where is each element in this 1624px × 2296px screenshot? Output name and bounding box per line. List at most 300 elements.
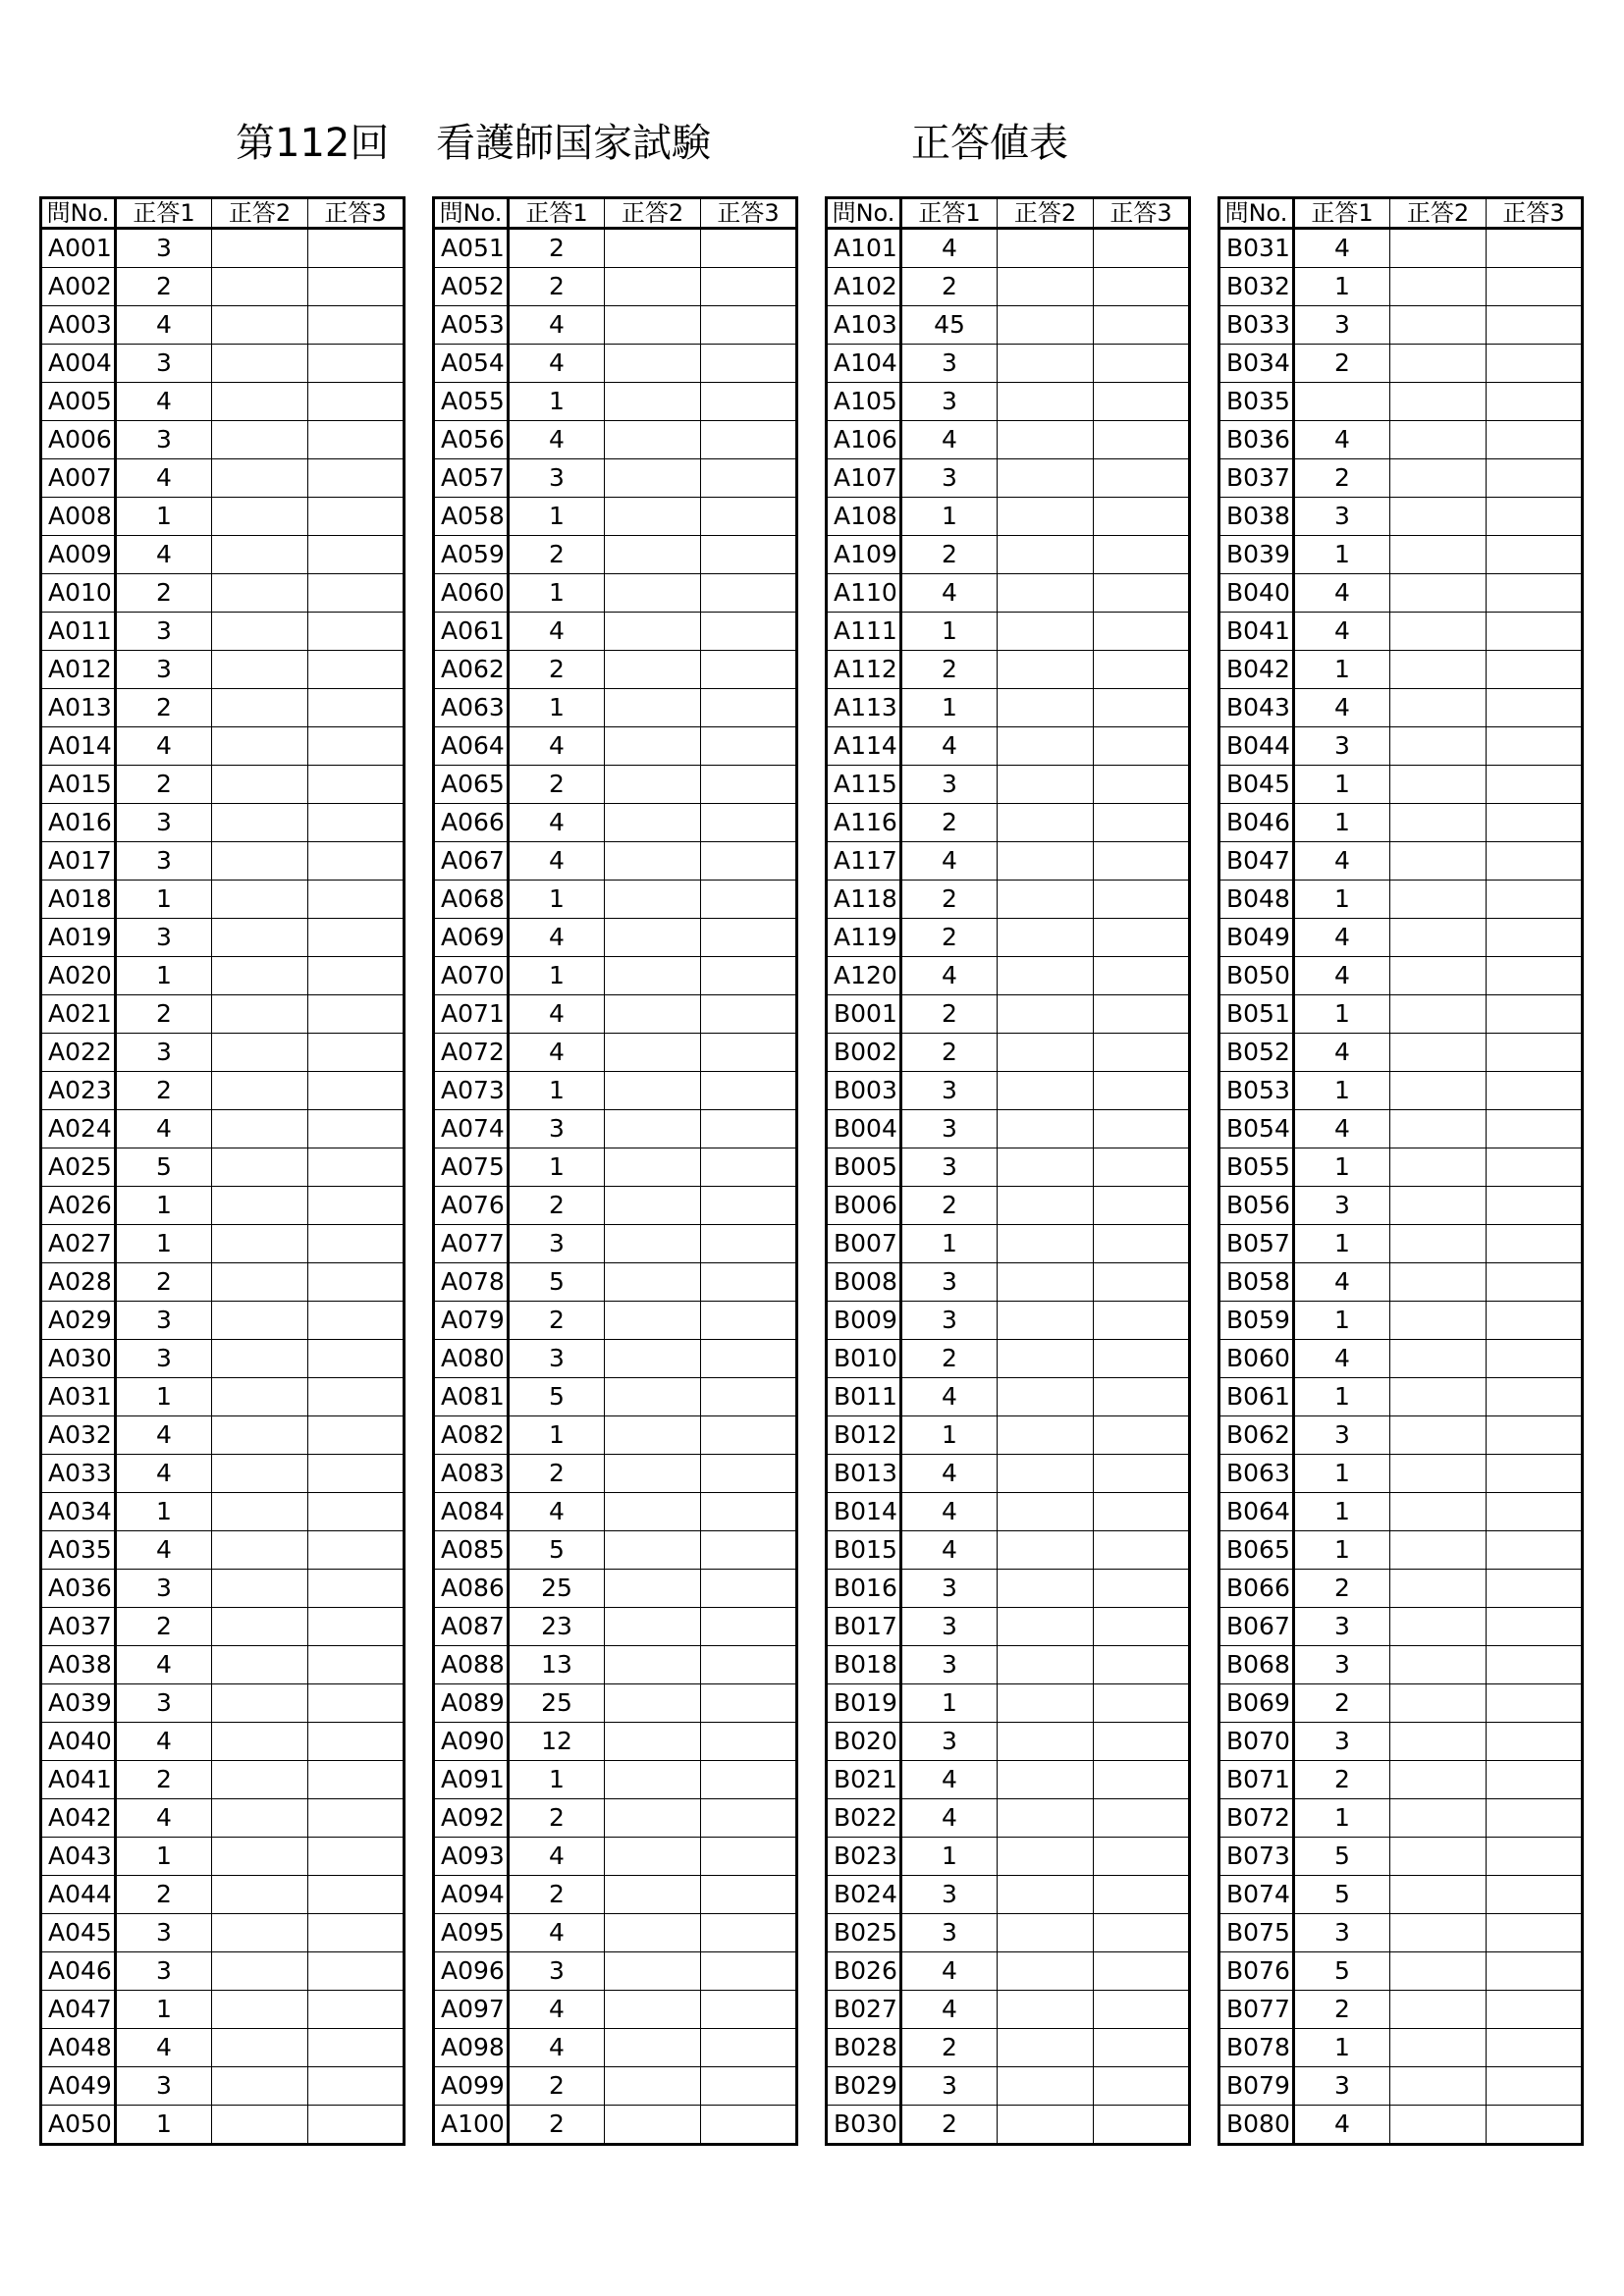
answer1-cell: 4 [116,1416,212,1455]
answer3-cell [1094,306,1190,345]
answer2-cell [998,345,1094,383]
table-row [1219,536,1583,574]
question-no: B008 [827,1263,901,1302]
question-no: B044 [1219,727,1294,766]
table-row [1219,345,1583,383]
answer1-cell: 3 [116,345,212,383]
answer1-cell: 4 [901,1952,998,1991]
answer1-cell: 1 [509,1072,605,1110]
question-no: A096 [434,1952,509,1991]
answer2-cell [212,1416,308,1455]
table-row [1219,957,1583,995]
answer3-cell [1094,229,1190,268]
answer3-cell [308,1148,405,1187]
answer3-cell [308,1608,405,1646]
answer3-cell [1487,1531,1583,1570]
answer3-cell [1094,2067,1190,2106]
answer3-cell [701,1225,797,1263]
answer1-cell: 3 [509,1225,605,1263]
answer1-cell: 4 [509,306,605,345]
answer1-cell: 2 [509,1187,605,1225]
answer3-cell [1094,1723,1190,1761]
answer1-cell: 3 [901,1263,998,1302]
table-row [434,1455,797,1493]
question-no: A067 [434,842,509,881]
answer2-cell [212,268,308,306]
answer2-cell [605,1952,701,1991]
answer3-cell [1487,1110,1583,1148]
answer1-cell: 4 [1294,1263,1390,1302]
table-row [434,268,797,306]
answer3-cell [701,459,797,498]
table-row [41,2029,405,2067]
table-row [827,1684,1190,1723]
answer2-cell [605,1455,701,1493]
question-no: A030 [41,1340,116,1378]
answer1-cell: 3 [116,1570,212,1608]
question-no: B024 [827,1876,901,1914]
answer2-cell [1390,957,1487,995]
answer3-cell [1094,1187,1190,1225]
answer2-cell [998,1723,1094,1761]
answer3-cell [1094,1455,1190,1493]
answer3-cell [308,421,405,459]
question-no: B015 [827,1531,901,1570]
question-no: B062 [1219,1416,1294,1455]
answer1-cell: 2 [901,995,998,1034]
answer2-cell [212,306,308,345]
question-no: A098 [434,2029,509,2067]
answer2-cell [1390,1876,1487,1914]
question-no: A108 [827,498,901,536]
answer3-cell [701,229,797,268]
question-no: A002 [41,268,116,306]
question-no: A091 [434,1761,509,1799]
answer2-cell [998,1608,1094,1646]
answer3-cell [1094,498,1190,536]
table-row [41,804,405,842]
answer2-cell [998,1187,1094,1225]
answer2-cell [605,613,701,651]
answer2-cell [605,574,701,613]
table-row [1219,1302,1583,1340]
answer3-cell [1094,1799,1190,1838]
question-no: A079 [434,1302,509,1340]
answer1-cell: 3 [901,1148,998,1187]
answer2-cell [605,689,701,727]
answer2-cell [998,842,1094,881]
question-no: B053 [1219,1072,1294,1110]
table-row [434,1646,797,1684]
answer3-cell [1094,1302,1190,1340]
answer2-cell [1390,842,1487,881]
answer3-cell [1094,1952,1190,1991]
answer2-cell [998,1838,1094,1876]
answer1-cell: 2 [901,2106,998,2145]
answer2-cell [605,1761,701,1799]
question-no: A005 [41,383,116,421]
answer3-cell [1094,1340,1190,1378]
answer3-cell [308,766,405,804]
answer3-cell [1487,268,1583,306]
answer3-cell [308,1072,405,1110]
answer1-cell: 4 [1294,842,1390,881]
question-no: A053 [434,306,509,345]
table-row [434,727,797,766]
table-row [41,1110,405,1148]
answer1-cell: 4 [509,995,605,1034]
question-no: B002 [827,1034,901,1072]
question-no: A022 [41,1034,116,1072]
answer1-cell: 4 [1294,229,1390,268]
table-row [434,651,797,689]
answer1-cell: 1 [116,1838,212,1876]
answer3-cell [308,727,405,766]
answer1-cell: 1 [1294,1148,1390,1187]
answer2-cell [998,459,1094,498]
answer2-cell [1390,1991,1487,2029]
answer2-cell [605,1416,701,1455]
answer1-cell: 2 [901,651,998,689]
answer1-cell: 1 [1294,1302,1390,1340]
table-row [434,1799,797,1838]
answer2-cell [1390,268,1487,306]
question-no: B055 [1219,1148,1294,1187]
answer2-cell [998,766,1094,804]
question-no: A055 [434,383,509,421]
table-row [1219,2029,1583,2067]
answer1-cell: 3 [116,1684,212,1723]
question-no: A069 [434,919,509,957]
table-row [827,2067,1190,2106]
question-no: B058 [1219,1263,1294,1302]
table-row [827,957,1190,995]
table-row [41,1646,405,1684]
question-no: B076 [1219,1952,1294,1991]
question-no: A048 [41,2029,116,2067]
question-no: A018 [41,881,116,919]
question-no: A050 [41,2106,116,2145]
table-row [827,1531,1190,1570]
answer2-cell [1390,498,1487,536]
question-no: A023 [41,1072,116,1110]
answer2-header: 正答2 [1390,198,1487,229]
answer1-cell: 4 [116,1646,212,1684]
answer1-cell: 1 [1294,1455,1390,1493]
answer1-cell: 2 [116,689,212,727]
table-row [827,1340,1190,1378]
answer3-cell [1487,957,1583,995]
table-row [434,2067,797,2106]
table-row [41,1531,405,1570]
table-row [41,574,405,613]
table-row [827,1761,1190,1799]
answer3-cell [1094,2029,1190,2067]
answer2-cell [605,766,701,804]
table-row [827,306,1190,345]
table-row [1219,1493,1583,1531]
answer1-cell: 3 [116,651,212,689]
answer2-cell [212,1646,308,1684]
answer2-cell [998,306,1094,345]
answer3-cell [1094,1263,1190,1302]
answer1-cell: 3 [901,1072,998,1110]
answer1-cell: 4 [509,842,605,881]
answer1-cell: 5 [1294,1952,1390,1991]
table-row [827,651,1190,689]
answer2-cell [605,842,701,881]
answer3-cell [701,2106,797,2145]
table-row [41,421,405,459]
answer1-cell: 1 [1294,1799,1390,1838]
answer3-cell [1094,1608,1190,1646]
question-no: A072 [434,1034,509,1072]
question-no: B029 [827,2067,901,2106]
answer1-cell: 4 [509,1991,605,2029]
question-no: A040 [41,1723,116,1761]
answer2-cell [1390,1148,1487,1187]
answer2-cell [212,1991,308,2029]
answer1-cell: 2 [1294,1684,1390,1723]
question-no: B072 [1219,1799,1294,1838]
answer2-cell [998,1034,1094,1072]
answer2-cell [212,1072,308,1110]
question-no: B016 [827,1570,901,1608]
question-no: A043 [41,1838,116,1876]
answer1-cell: 2 [1294,1570,1390,1608]
answer2-cell [1390,689,1487,727]
question-no: B063 [1219,1455,1294,1493]
answer3-cell [308,498,405,536]
answer3-cell [1094,1416,1190,1455]
answer2-cell [1390,229,1487,268]
answer3-cell [1487,1340,1583,1378]
answer1-cell: 4 [901,1991,998,2029]
table-row [1219,1684,1583,1723]
answer1-cell: 4 [509,421,605,459]
question-no: A107 [827,459,901,498]
answer3-cell [1487,1378,1583,1416]
table-row [827,498,1190,536]
table-row [41,1684,405,1723]
answer3-cell [701,1455,797,1493]
question-no: A034 [41,1493,116,1531]
answer2-cell [605,957,701,995]
question-no: A065 [434,766,509,804]
answer3-header: 正答3 [308,198,405,229]
table-row [434,574,797,613]
answer1-cell: 3 [116,842,212,881]
table-row [41,957,405,995]
table-row [434,306,797,345]
table-row [827,1723,1190,1761]
answer1-cell: 3 [116,1340,212,1378]
answer2-cell [212,421,308,459]
answer3-cell [1094,268,1190,306]
answer1-cell: 4 [509,919,605,957]
answer2-cell [212,1034,308,1072]
answer2-cell [605,1493,701,1531]
question-no: B070 [1219,1723,1294,1761]
answer1-cell: 3 [1294,1723,1390,1761]
answer1-cell: 4 [901,842,998,881]
document-name: 正答値表 [911,121,1068,166]
table-row [434,842,797,881]
answer3-cell [1487,1072,1583,1110]
answer2-cell [212,804,308,842]
question-no: A028 [41,1263,116,1302]
answer2-cell [212,459,308,498]
answer3-cell [1094,727,1190,766]
table-row [827,1378,1190,1416]
table-row [827,689,1190,727]
answer1-cell: 1 [509,1416,605,1455]
answer2-cell [998,1416,1094,1455]
answer-table-1 [39,196,406,2146]
answer2-cell [1390,1225,1487,1263]
table-row [1219,727,1583,766]
question-no: A054 [434,345,509,383]
table-row [41,1723,405,1761]
answer3-cell [308,383,405,421]
question-no-header: 問No. [434,198,509,229]
answer3-cell [1487,1761,1583,1799]
question-no: B012 [827,1416,901,1455]
answer2-cell [605,1302,701,1340]
question-no: A118 [827,881,901,919]
answer3-cell [308,345,405,383]
table-row [41,727,405,766]
question-no: B049 [1219,919,1294,957]
question-no: B075 [1219,1914,1294,1952]
answer3-cell [1094,1684,1190,1723]
answer3-cell [1487,345,1583,383]
table-row [41,1340,405,1378]
question-no-header: 問No. [1219,198,1294,229]
question-no: B003 [827,1072,901,1110]
answer2-cell [1390,2067,1487,2106]
answer2-cell [212,1340,308,1378]
table-row [434,536,797,574]
question-no: A004 [41,345,116,383]
table-row [827,842,1190,881]
question-no: A045 [41,1914,116,1952]
question-no-header: 問No. [41,198,116,229]
answer1-cell: 4 [901,1378,998,1416]
answer2-cell [1390,1646,1487,1684]
question-no: A033 [41,1455,116,1493]
answer2-cell [212,919,308,957]
table-row [41,1799,405,1838]
question-no: A114 [827,727,901,766]
answer3-cell [308,2106,405,2145]
answer2-cell [1390,1187,1487,1225]
table-row [1219,766,1583,804]
table-row [1219,1187,1583,1225]
table-row [1219,881,1583,919]
answer1-cell: 4 [901,1531,998,1570]
answer1-cell: 45 [901,306,998,345]
answer2-cell [212,1876,308,1914]
answer2-cell [998,229,1094,268]
answer1-cell: 3 [116,2067,212,2106]
table-row [827,1187,1190,1225]
question-no: A006 [41,421,116,459]
table-row [434,1110,797,1148]
answer1-cell: 4 [509,804,605,842]
table-row [41,1570,405,1608]
answer3-cell [1094,689,1190,727]
question-no: A049 [41,2067,116,2106]
answer1-cell: 1 [901,1684,998,1723]
question-no: A056 [434,421,509,459]
answer1-cell: 3 [116,421,212,459]
table-row [827,1455,1190,1493]
answer3-cell [1094,1838,1190,1876]
answer3-cell [1487,842,1583,881]
answer1-cell: 4 [901,727,998,766]
answer2-cell [1390,536,1487,574]
table-row [827,1110,1190,1148]
answer3-cell [308,1263,405,1302]
question-no: A119 [827,919,901,957]
answer1-cell: 2 [901,804,998,842]
answer3-cell [1094,383,1190,421]
table-row [41,1876,405,1914]
question-no: B060 [1219,1340,1294,1378]
answer1-cell: 4 [1294,613,1390,651]
answer1-cell: 3 [1294,2067,1390,2106]
question-no: B031 [1219,229,1294,268]
question-no: B069 [1219,1684,1294,1723]
answer1-cell: 25 [509,1570,605,1608]
answer1-cell: 2 [1294,1761,1390,1799]
answer3-cell [701,842,797,881]
answer3-cell [1487,1991,1583,2029]
table-row [434,345,797,383]
table-row [827,1991,1190,2029]
table-row [1219,383,1583,421]
question-no: A068 [434,881,509,919]
question-no: A117 [827,842,901,881]
answer1-cell: 4 [901,574,998,613]
question-no: B035 [1219,383,1294,421]
answer3-cell [701,1110,797,1148]
table-row [1219,2106,1583,2145]
question-no: B054 [1219,1110,1294,1148]
question-no: A036 [41,1570,116,1608]
table-row [41,1761,405,1799]
answer1-cell: 2 [901,1187,998,1225]
answer2-cell [998,536,1094,574]
answer3-cell [1487,2029,1583,2067]
answer1-cell: 2 [901,536,998,574]
answer2-cell [998,1876,1094,1914]
answer3-cell [308,1684,405,1723]
table-row [434,766,797,804]
answer3-cell [308,689,405,727]
answer3-cell [1487,1914,1583,1952]
question-no: B047 [1219,842,1294,881]
table-row [434,1991,797,2029]
answer3-cell [701,345,797,383]
table-row [827,2029,1190,2067]
answer2-cell [1390,1072,1487,1110]
question-no: A073 [434,1072,509,1110]
table-row [1219,1991,1583,2029]
answer1-cell: 4 [901,1455,998,1493]
answer1-cell: 1 [116,1493,212,1531]
